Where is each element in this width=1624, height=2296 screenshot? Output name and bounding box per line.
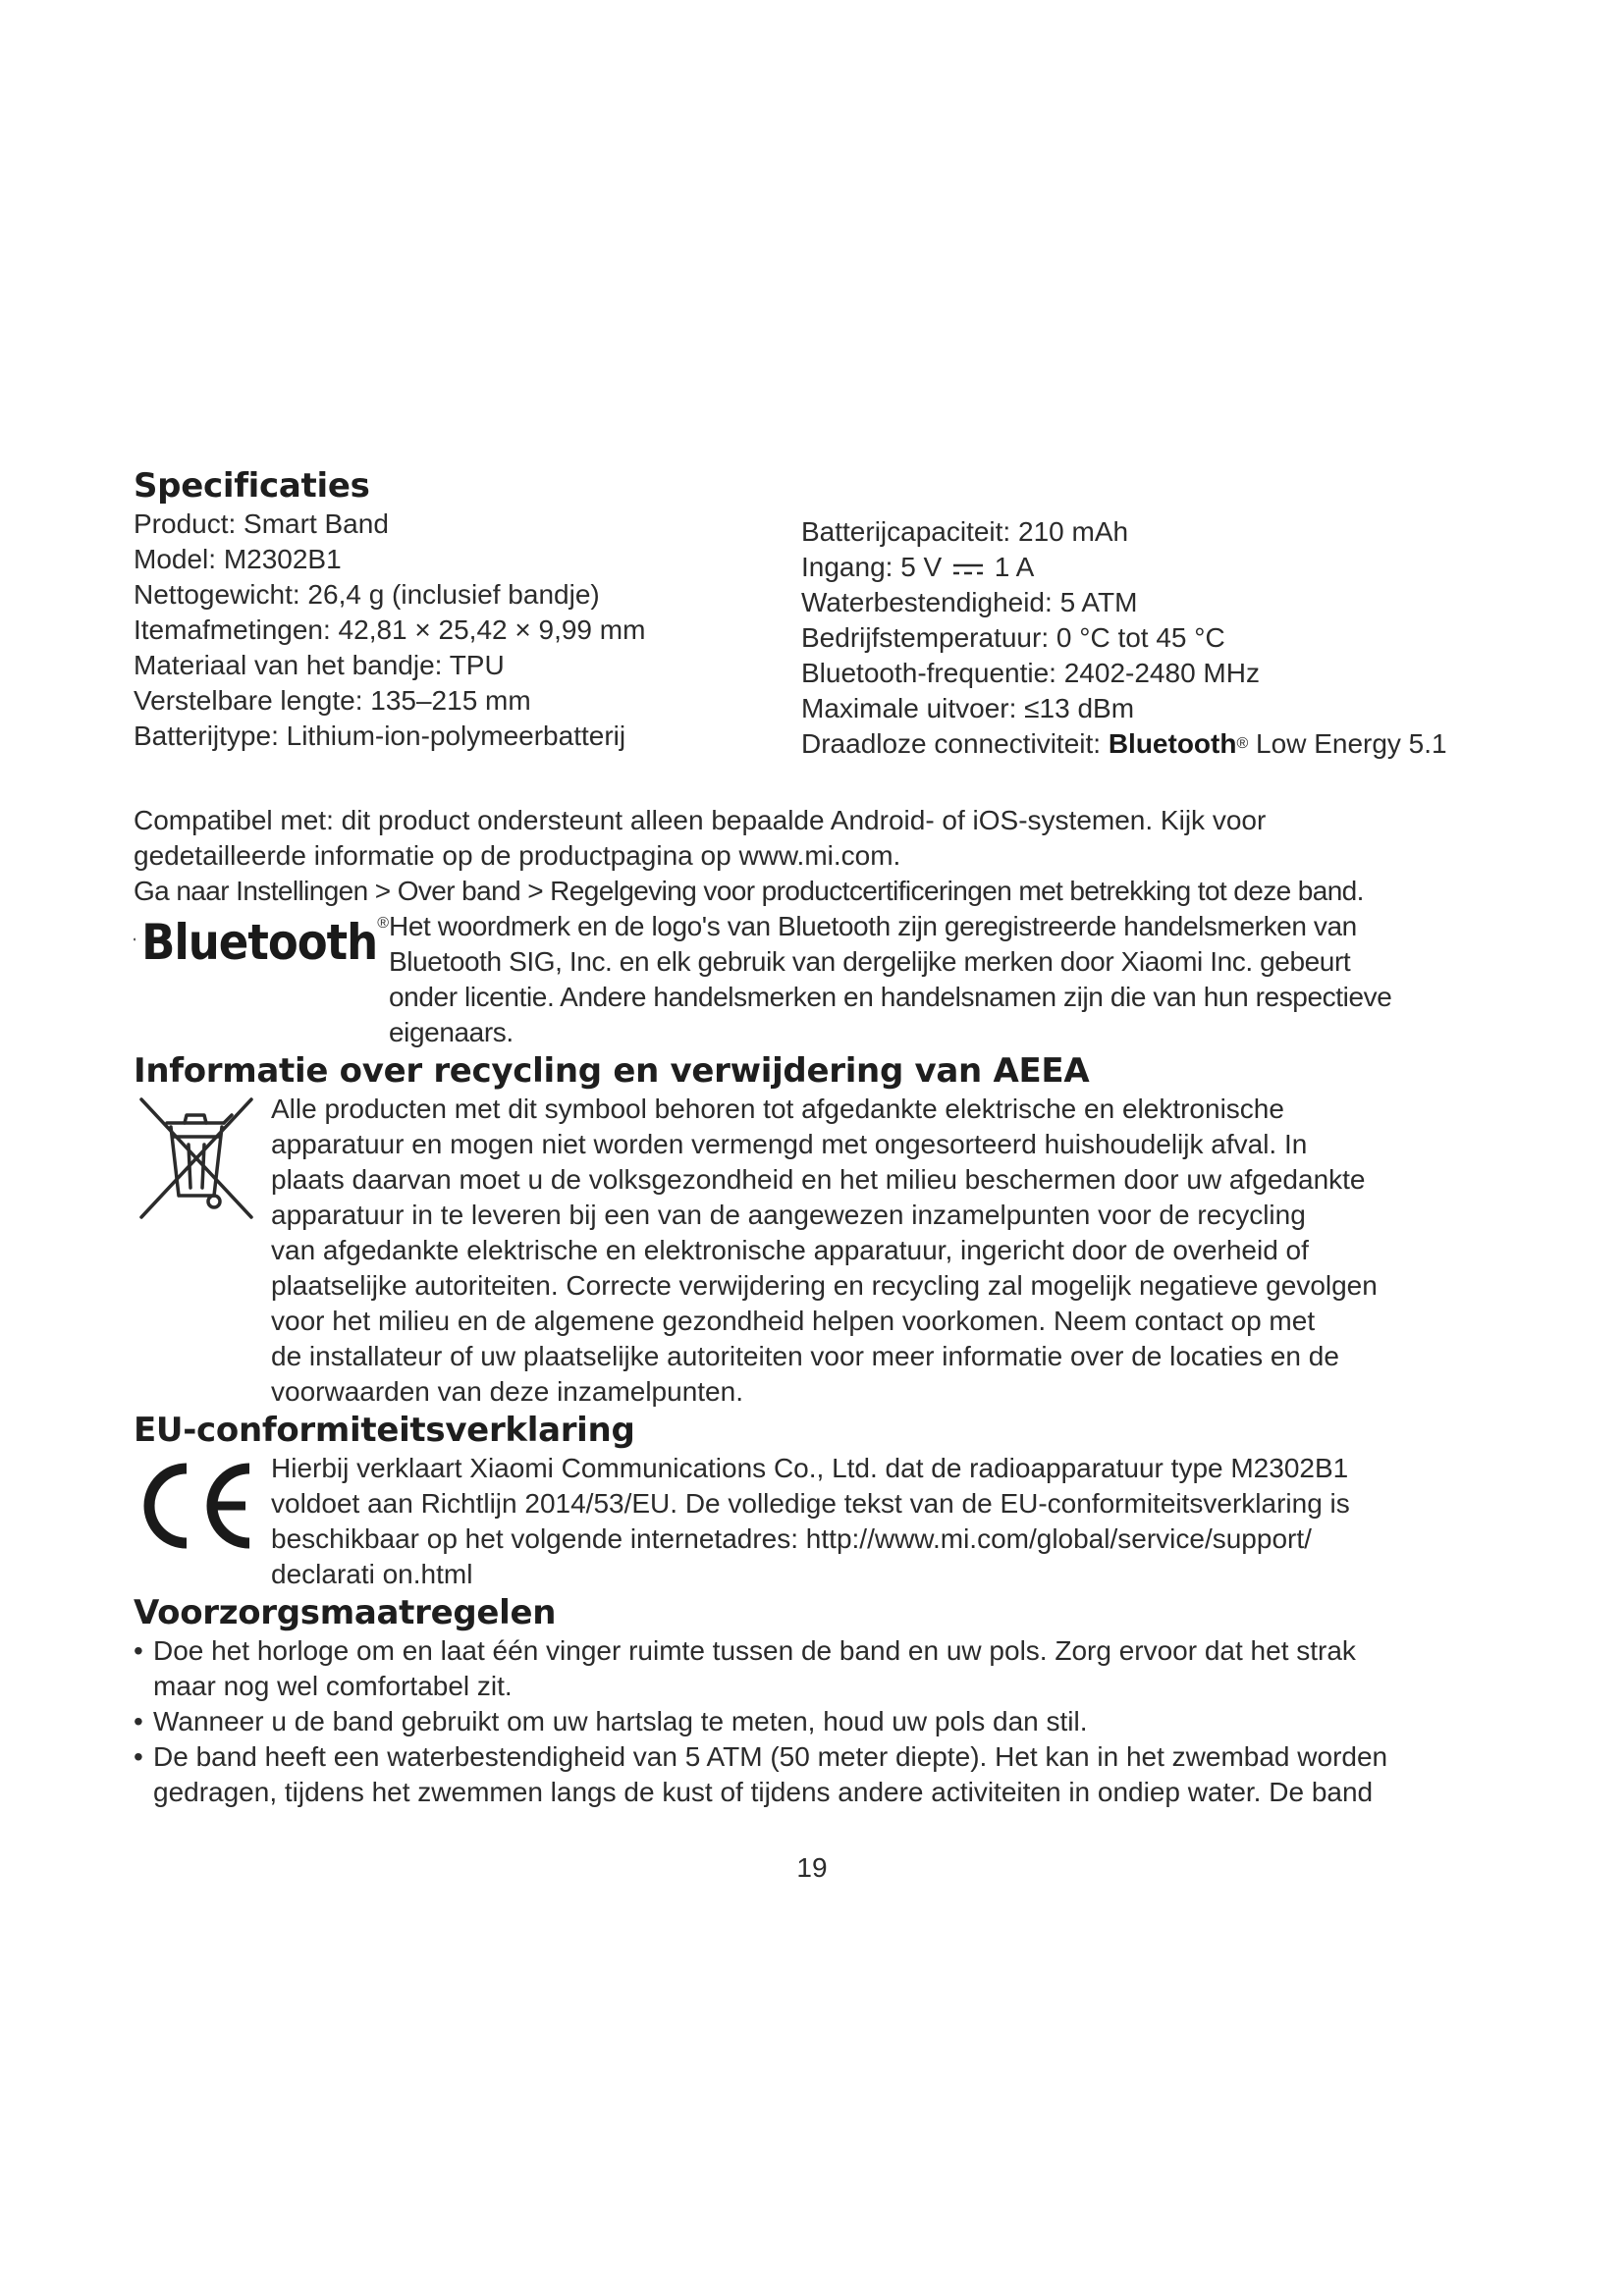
eu-block [134, 1451, 1518, 1592]
weee-title: Informatie over recycling en verwijdering van AEEA [134, 1051, 1090, 1091]
spec-line: Itemafmetingen: 42,81 × 25,42 × 9,99 mm [134, 614, 646, 645]
input-label: Ingang: 5 V [801, 552, 943, 582]
weee-line: de installateur of uw plaatselijke autoriteiten voor meer informatie over de locaties en de [271, 1341, 1339, 1371]
weee-line: apparatuur en mogen niet worden vermengd met ongesorteerd huishoudelijk afval. In [271, 1129, 1308, 1159]
spec-line: Materiaal van het bandje: TPU [134, 650, 505, 680]
precautions-title: Voorzorgsmaatregelen [134, 1593, 557, 1632]
bullet: • [134, 1741, 143, 1772]
weee-text [271, 1092, 1518, 1410]
precaution-line: maar nog wel comfortabel zit. [153, 1671, 513, 1701]
specs-right-column [801, 507, 1447, 762]
crossed-out-wheelie-bin-icon [134, 1092, 259, 1229]
precautions-list [134, 1633, 1518, 1810]
spec-line: Waterbestendigheid: 5 ATM [801, 587, 1138, 617]
precaution-line: gedragen, tijdens het zwemmen langs de kust of tijdens andere activiteiten in ondiep water. De band [153, 1777, 1374, 1807]
list-item [134, 1704, 1518, 1739]
spec-line: Bluetooth-frequentie: 2402-2480 MHz [801, 658, 1260, 688]
spec-line: Nettogewicht: 26,4 g (inclusief bandje) [134, 579, 600, 610]
specs-grid [134, 507, 1518, 762]
settings-path-line: Ga naar Instellingen > Over band > Regelgeving voor productcertificeringen met betrekking tot deze band. [134, 876, 1364, 906]
connectivity-label: Draadloze connectiviteit: [801, 728, 1109, 759]
spec-line: Model: M2302B1 [134, 544, 342, 574]
eu-line: voldoet aan Richtlijn 2014/53/EU. De volledige tekst van de EU-conformiteitsverklaring is [271, 1488, 1350, 1519]
eu-line: beschikbaar op het volgende internetadres: http://www.mi.com/global/service/support/ [271, 1523, 1312, 1554]
bluetooth-brand: Bluetooth [1108, 728, 1237, 759]
eu-line: Hierbij verklaart Xiaomi Communications Co., Ltd. dat de radioapparatuur type M2302B1 [271, 1453, 1349, 1483]
trademark-line: onder licentie. Andere handelsmerken en handelsnamen zijn die van hun respectieve [389, 982, 1392, 1012]
eu-title: EU-conformiteitsverklaring [134, 1411, 635, 1450]
bluetooth-trademark-block [134, 909, 1518, 1050]
list-item [134, 1739, 1518, 1810]
spec-line: Batterijtype: Lithium-ion-polymeerbatterij [134, 721, 626, 751]
ce-mark-icon [134, 1459, 257, 1553]
weee-line: voor het milieu en de algemene gezondheid helpen voorkomen. Neem contact op met [271, 1306, 1316, 1336]
spec-line: Product: Smart Band [134, 508, 389, 539]
weee-block [134, 1092, 1518, 1410]
bullet: • [134, 1635, 143, 1666]
precaution-line: Wanneer u de band gebruikt om uw hartslag te meten, houd uw pols dan stil. [153, 1706, 1088, 1736]
bluetooth-trademark-text [389, 909, 1518, 1050]
document-page [134, 465, 1518, 1810]
connectivity-version: Low Energy 5.1 [1248, 728, 1447, 759]
weee-line: plaats daarvan moet u de volksgezondheid en het milieu beschermen door uw afgedankte [271, 1164, 1366, 1195]
trademark-line: Bluetooth SIG, Inc. en elk gebruik van dergelijke merken door Xiaomi Inc. gebeurt [389, 946, 1351, 977]
bullet: • [134, 1706, 143, 1736]
weee-line: apparatuur in te leveren bij een van de aangewezen inzamelpunten voor de recycling [271, 1200, 1306, 1230]
ce-mark-wrap [134, 1451, 271, 1592]
eu-line: declarati on.html [271, 1559, 473, 1589]
bluetooth-reg-mark: ® [377, 915, 389, 932]
bluetooth-wordmark: Bluetooth [141, 914, 378, 971]
spec-line-connectivity [801, 726, 1447, 762]
list-item [134, 1633, 1518, 1704]
compat-line: gedetailleerde informatie op de productpagina op www.mi.com. [134, 840, 901, 871]
spec-line-input [801, 550, 1447, 585]
page-number: 19 [796, 1852, 828, 1883]
compat-line: Compatibel met: dit product ondersteunt alleen bepaalde Android- of iOS-systemen. Kijk voor [134, 805, 1267, 835]
precaution-line: Doe het horloge om en laat één vinger ruimte tussen de band en uw pols. Zorg ervoor dat het strak [153, 1635, 1356, 1666]
registered-mark: ® [1236, 735, 1249, 752]
spec-line: Bedrijfstemperatuur: 0 °C tot 45 °C [801, 622, 1225, 653]
spacer [134, 762, 1518, 789]
specs-left-column [134, 507, 801, 762]
precaution-line: De band heeft een waterbestendigheid van 5 ATM (50 meter diepte). Het kan in het zwembad worden [153, 1741, 1388, 1772]
dc-symbol-icon [951, 561, 985, 578]
weee-line: Alle producten met dit symbool behoren tot afgedankte elektrische en elektronische [271, 1094, 1284, 1124]
weee-line: voorwaarden van deze inzamelpunten. [271, 1376, 743, 1407]
weee-line: van afgedankte elektrische en elektronische apparatuur, ingericht door de overheid of [271, 1235, 1309, 1265]
spec-line: Maximale uitvoer: ≤13 dBm [801, 693, 1135, 723]
spacer [134, 789, 1518, 803]
weee-crossed-bin-icon-wrap [134, 1092, 271, 1410]
eu-text [271, 1451, 1518, 1592]
specs-title: Specificaties [134, 466, 370, 506]
input-current: 1 A [994, 552, 1035, 582]
trademark-line: Het woordmerk en de logo's van Bluetooth zijn geregistreerde handelsmerken van [389, 911, 1357, 941]
bluetooth-logo [134, 909, 389, 1050]
bluetooth-rune-icon [134, 915, 135, 964]
trademark-line: eigenaars. [389, 1017, 514, 1047]
spec-line: Verstelbare lengte: 135–215 mm [134, 685, 531, 716]
weee-line: plaatselijke autoriteiten. Correcte verwijdering en recycling zal mogelijk negatieve gevolgen [271, 1270, 1378, 1301]
spec-line: Batterijcapaciteit: 210 mAh [801, 516, 1129, 547]
